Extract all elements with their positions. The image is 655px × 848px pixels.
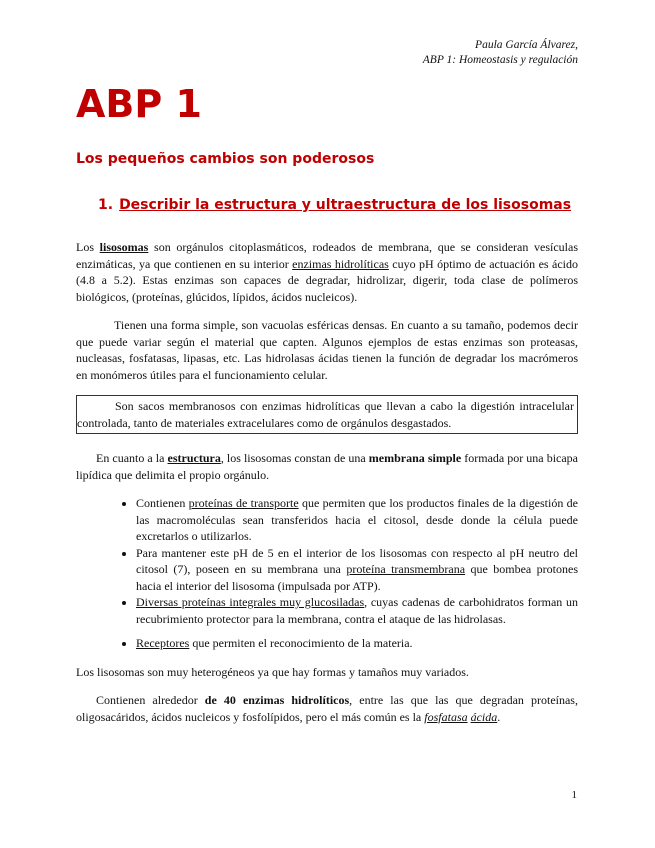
text: , entre las que las que degradan proteínas, oligosacáridos, ácidos nucleicos y fosfolípidos, pero el más común es la bbox=[76, 693, 578, 724]
section-number: 1. bbox=[98, 197, 114, 213]
text: cuyo pH óptimo de actuación es ácido (4.8 a 5.2). Estas enzimas son capaces de degradar, hidrolizar, digerir, toda clase de polímeros biológicos, (proteínas, glúcidos, lípidos, ácidos nucleicos). bbox=[76, 256, 578, 304]
text: En cuanto a la bbox=[96, 451, 168, 465]
list-item bbox=[136, 635, 578, 652]
term-fosfatasa: fosfatasa bbox=[424, 709, 468, 724]
text: . bbox=[497, 709, 501, 724]
page-number: 1 bbox=[571, 789, 577, 801]
term-lisosomas: lisosomas bbox=[99, 240, 149, 254]
text: son orgánulos citoplasmáticos, rodeados de membrana, que se consideran vesículas enzimáticas, ya que contienen en su interior bbox=[76, 240, 578, 271]
text: Contienen alrededor bbox=[96, 693, 205, 707]
list-item bbox=[136, 495, 578, 545]
text: Los bbox=[76, 240, 100, 254]
term-proteinas-transporte: proteínas de transporte bbox=[188, 496, 299, 510]
term-proteinas-glucosiladas: Diversas proteínas integrales muy glucosiladas bbox=[136, 595, 365, 609]
term-receptores: Receptores bbox=[136, 636, 190, 650]
summary-box: Son sacos membranosos con enzimas hidrolíticas que llevan a cabo la digestión intracelular controlada, tanto de materiales extracelulares como de orgánulos desgastados. bbox=[76, 395, 578, 434]
header-course: ABP 1: Homeostasis y regulación bbox=[422, 54, 578, 66]
header-author: Paula García Álvarez, bbox=[475, 39, 578, 51]
text: formada por una bicapa lipídica que delimita el propio orgánulo. bbox=[76, 451, 579, 482]
term-membrana-simple: membrana simple bbox=[368, 451, 462, 465]
paragraph-intro bbox=[76, 239, 578, 305]
term-40-enzimas: de 40 enzimas hidrolíticos bbox=[204, 693, 350, 707]
text: , cuyas cadenas de carbohidratos forman un recubrimiento protector para la membrana, contra el ataque de las hidrolasas. bbox=[136, 595, 578, 626]
text: que permiten el reconocimiento de la materia. bbox=[189, 636, 413, 650]
term-acida: ácida bbox=[470, 709, 498, 724]
section-title: Describir la estructura y ultraestructura de los lisosomas bbox=[119, 197, 572, 213]
section-heading bbox=[98, 197, 571, 213]
bullet-list bbox=[76, 495, 578, 652]
text: Contienen bbox=[136, 496, 189, 510]
term-enzimas-hidroliticas: enzimas hidrolíticas bbox=[292, 256, 389, 271]
paragraph-estructura bbox=[76, 450, 578, 483]
paragraph-forma: Tienen una forma simple, son vacuolas esféricas densas. En cuanto a su tamaño, podemos decir que puede variar según el material que capten. Algunos ejemplos de estas enzimas son proteasas, nucleasas, fosfatasas, lipasas, etc. Las hidrolasas ácidas tienen la función de degradar los macrómeros en monómeros útiles para el funcionamiento celular. bbox=[76, 318, 578, 382]
term-proteina-transmembrana: proteína transmembrana bbox=[346, 562, 466, 576]
paragraph-heterogeneos: Los lisosomas son muy heterogéneos ya que hay formas y tamaños muy variados. bbox=[76, 664, 469, 679]
list-item bbox=[136, 545, 578, 595]
document-subtitle: Los pequeños cambios son poderosos bbox=[76, 151, 375, 167]
document-body bbox=[76, 239, 578, 737]
paragraph-enzimas bbox=[76, 692, 578, 725]
text: Para mantener este pH de 5 en el interior de los lisosomas con respecto al pH neutro del citosol (7), poseen en su membrana una bbox=[136, 545, 578, 576]
term-estructura: estructura bbox=[167, 451, 221, 465]
text: que permiten que los productos finales de la digestión de las macromoléculas sean transferidos hacia el citosol, desde donde la célula puede excretarlos o utilizarlos. bbox=[136, 496, 578, 543]
text: , los lisosomas constan de una bbox=[220, 451, 369, 465]
document-title: ABP 1 bbox=[76, 82, 202, 126]
page-header bbox=[423, 38, 578, 68]
list-item bbox=[136, 594, 578, 627]
text: que bombea protones hacia el interior del lisosoma (impulsada por ATP). bbox=[136, 562, 579, 593]
